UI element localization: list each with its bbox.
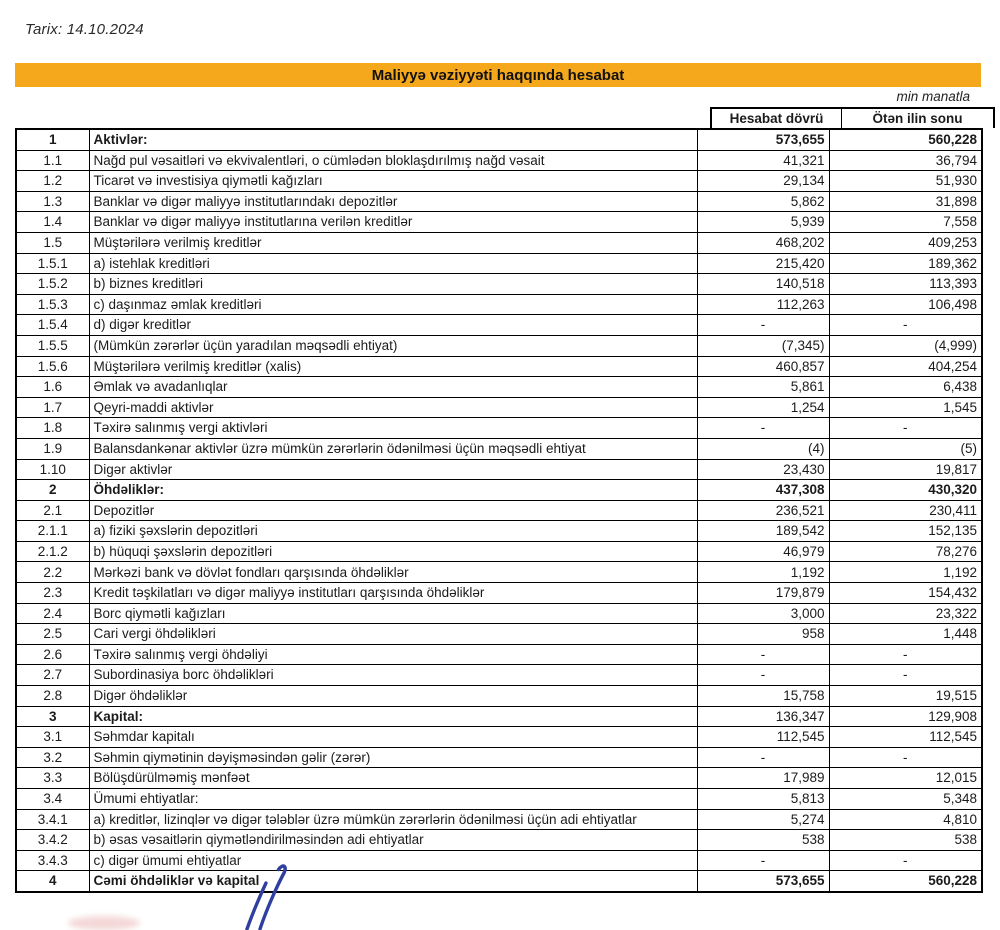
- row-value-prior: 538: [829, 830, 982, 851]
- row-number: 1.5.3: [16, 294, 89, 315]
- report-title: Maliyyə vəziyyəti haqqında hesabat: [371, 66, 625, 84]
- row-number: 3.4.1: [16, 809, 89, 830]
- table-row: [16, 665, 982, 686]
- row-value-prior: 4,810: [829, 809, 982, 830]
- row-value-current: 958: [697, 624, 829, 645]
- row-value-current: -: [697, 747, 829, 768]
- row-value-current: 23,430: [697, 459, 829, 480]
- row-value-current: 1,192: [697, 562, 829, 583]
- row-number: 1.5.5: [16, 335, 89, 356]
- row-number: 1.2: [16, 171, 89, 192]
- table-row: [16, 624, 982, 645]
- row-number: 2.1.2: [16, 541, 89, 562]
- row-value-current: 112,545: [697, 727, 829, 748]
- row-value-current: 5,813: [697, 789, 829, 810]
- row-label: b) biznes kreditləri: [89, 274, 697, 295]
- row-value-current: 5,862: [697, 191, 829, 212]
- row-value-prior: -: [829, 644, 982, 665]
- table-row: [16, 397, 982, 418]
- row-value-prior: 112,545: [829, 727, 982, 748]
- row-value-prior: 51,930: [829, 171, 982, 192]
- row-value-current: 41,321: [697, 150, 829, 171]
- row-label: Qeyri-maddi aktivlər: [89, 397, 697, 418]
- table-row: [16, 212, 982, 233]
- row-value-current: 136,347: [697, 706, 829, 727]
- row-value-current: 538: [697, 830, 829, 851]
- table-row: [16, 480, 982, 501]
- row-value-prior: 19,515: [829, 686, 982, 707]
- row-label: Bölüşdürülməmiş mənfəət: [89, 768, 697, 789]
- table-row: [16, 356, 982, 377]
- row-label: Kapital:: [89, 706, 697, 727]
- row-value-current: 29,134: [697, 171, 829, 192]
- row-value-current: -: [697, 850, 829, 871]
- row-number: 3: [16, 706, 89, 727]
- row-value-current: (7,345): [697, 335, 829, 356]
- row-value-current: 5,274: [697, 809, 829, 830]
- row-number: 3.4.3: [16, 850, 89, 871]
- row-number: 3.4.2: [16, 830, 89, 851]
- row-number: 2.6: [16, 644, 89, 665]
- row-value-current: 189,542: [697, 521, 829, 542]
- row-value-prior: 7,558: [829, 212, 982, 233]
- row-value-prior: 560,228: [829, 871, 982, 892]
- row-label: Depozitlər: [89, 500, 697, 521]
- row-value-prior: 36,794: [829, 150, 982, 171]
- row-number: 2.7: [16, 665, 89, 686]
- row-value-current: -: [697, 418, 829, 439]
- row-value-current: 3,000: [697, 603, 829, 624]
- table-row: [16, 768, 982, 789]
- row-value-prior: (4,999): [829, 335, 982, 356]
- row-label: Əmlak və avadanlıqlar: [89, 377, 697, 398]
- table-row: [16, 830, 982, 851]
- row-value-prior: 129,908: [829, 706, 982, 727]
- row-value-prior: 113,393: [829, 274, 982, 295]
- row-number: 3.4: [16, 789, 89, 810]
- row-label: b) hüquqi şəxslərin depozitləri: [89, 541, 697, 562]
- row-value-prior: 106,498: [829, 294, 982, 315]
- table-row: [16, 253, 982, 274]
- column-header-prior-year-end: Ötən ilin sonu: [842, 107, 995, 128]
- row-value-prior: 31,898: [829, 191, 982, 212]
- row-number: 1.5.1: [16, 253, 89, 274]
- financial-position-table: [15, 128, 983, 893]
- row-value-current: 5,939: [697, 212, 829, 233]
- row-label: Banklar və digər maliyyə institutlarına verilən kreditlər: [89, 212, 697, 233]
- row-label: b) əsas vəsaitlərin qiymətləndirilməsindən adi ehtiyatlar: [89, 830, 697, 851]
- row-value-current: 17,989: [697, 768, 829, 789]
- row-label: Digər öhdəliklər: [89, 686, 697, 707]
- row-value-prior: 560,228: [829, 129, 982, 150]
- table-row: [16, 274, 982, 295]
- table-row: [16, 459, 982, 480]
- row-value-prior: -: [829, 665, 982, 686]
- row-value-current: 573,655: [697, 129, 829, 150]
- row-label: Mərkəzi bank və dövlət fondları qarşısında öhdəliklər: [89, 562, 697, 583]
- row-number: 2.4: [16, 603, 89, 624]
- row-number: 1.5: [16, 232, 89, 253]
- table-row: [16, 850, 982, 871]
- row-value-current: 460,857: [697, 356, 829, 377]
- table-row: [16, 500, 982, 521]
- row-value-current: 46,979: [697, 541, 829, 562]
- row-number: 2.2: [16, 562, 89, 583]
- row-value-current: -: [697, 644, 829, 665]
- report-date: Tarix: 14.10.2024: [25, 21, 144, 38]
- row-number: 1.9: [16, 438, 89, 459]
- row-label: Müştərilərə verilmiş kreditlər (xalis): [89, 356, 697, 377]
- table-row: [16, 377, 982, 398]
- table-row: [16, 747, 982, 768]
- row-value-prior: 230,411: [829, 500, 982, 521]
- row-number: 1.5.2: [16, 274, 89, 295]
- row-label: c) digər ümumi ehtiyatlar: [89, 850, 697, 871]
- row-value-prior: 1,545: [829, 397, 982, 418]
- row-number: 3.3: [16, 768, 89, 789]
- row-number: 4: [16, 871, 89, 892]
- row-value-current: 573,655: [697, 871, 829, 892]
- row-value-prior: -: [829, 747, 982, 768]
- row-value-prior: 6,438: [829, 377, 982, 398]
- row-number: 3.2: [16, 747, 89, 768]
- row-number: 1.5.6: [16, 356, 89, 377]
- table-row: [16, 129, 982, 150]
- row-value-current: 112,263: [697, 294, 829, 315]
- row-value-current: 1,254: [697, 397, 829, 418]
- row-value-prior: 5,348: [829, 789, 982, 810]
- row-value-prior: (5): [829, 438, 982, 459]
- table-row: [16, 171, 982, 192]
- row-value-prior: 152,135: [829, 521, 982, 542]
- table-row: [16, 789, 982, 810]
- row-value-prior: 78,276: [829, 541, 982, 562]
- row-number: 2.1.1: [16, 521, 89, 542]
- table-row: [16, 541, 982, 562]
- row-label: a) istehlak kreditləri: [89, 253, 697, 274]
- row-label: d) digər kreditlər: [89, 315, 697, 336]
- row-label: Digər aktivlər: [89, 459, 697, 480]
- row-label: (Mümkün zərərlər üçün yaradılan məqsədli ehtiyat): [89, 335, 697, 356]
- row-value-current: 5,861: [697, 377, 829, 398]
- row-value-prior: 23,322: [829, 603, 982, 624]
- row-label: Subordinasiya borc öhdəlikləri: [89, 665, 697, 686]
- row-value-prior: 189,362: [829, 253, 982, 274]
- unit-note: min manatla: [896, 89, 970, 104]
- row-number: 2: [16, 480, 89, 501]
- row-value-prior: 19,817: [829, 459, 982, 480]
- row-value-prior: 430,320: [829, 480, 982, 501]
- row-number: 1.4: [16, 212, 89, 233]
- row-value-current: 15,758: [697, 686, 829, 707]
- table-row: [16, 706, 982, 727]
- row-label: Nağd pul vəsaitləri və ekvivalentləri, o cümlədən bloklaşdırılmış nağd vəsait: [89, 150, 697, 171]
- row-label: c) daşınmaz əmlak kreditləri: [89, 294, 697, 315]
- row-label: Borc qiymətli kağızları: [89, 603, 697, 624]
- row-value-prior: -: [829, 315, 982, 336]
- row-number: 1.6: [16, 377, 89, 398]
- table-row: [16, 644, 982, 665]
- row-label: Kredit təşkilatları və digər maliyyə institutları qarşısında öhdəliklər: [89, 583, 697, 604]
- row-value-current: 236,521: [697, 500, 829, 521]
- row-value-current: 437,308: [697, 480, 829, 501]
- row-value-prior: 404,254: [829, 356, 982, 377]
- row-label: Müştərilərə verilmiş kreditlər: [89, 232, 697, 253]
- row-value-current: 140,518: [697, 274, 829, 295]
- table-row: [16, 871, 982, 892]
- row-number: 2.1: [16, 500, 89, 521]
- row-label: Banklar və digər maliyyə institutlarındakı depozitlər: [89, 191, 697, 212]
- table-column-headers: [710, 107, 995, 128]
- column-header-current-period: Hesabat dövrü: [710, 107, 842, 128]
- table-row: [16, 583, 982, 604]
- row-number: 1: [16, 129, 89, 150]
- row-label: a) fiziki şəxslərin depozitləri: [89, 521, 697, 542]
- row-value-prior: 1,448: [829, 624, 982, 645]
- row-value-current: 468,202: [697, 232, 829, 253]
- row-value-prior: 154,432: [829, 583, 982, 604]
- row-label: Öhdəliklər:: [89, 480, 697, 501]
- row-label: Səhmin qiymətinin dəyişməsindən gəlir (zərər): [89, 747, 697, 768]
- table-row: [16, 335, 982, 356]
- table-row: [16, 603, 982, 624]
- report-title-banner: [15, 63, 981, 87]
- row-label: Təxirə salınmış vergi aktivləri: [89, 418, 697, 439]
- row-value-current: -: [697, 315, 829, 336]
- table-row: [16, 686, 982, 707]
- row-label: a) kreditlər, lizinqlər və digər tələblər üzrə mümkün zərərlərin ödənilməsi üçün adi ehtiyatlar: [89, 809, 697, 830]
- row-label: Ümumi ehtiyatlar:: [89, 789, 697, 810]
- table-row: [16, 418, 982, 439]
- row-value-prior: -: [829, 418, 982, 439]
- row-value-current: -: [697, 665, 829, 686]
- row-number: 3.1: [16, 727, 89, 748]
- table-row: [16, 727, 982, 748]
- table-row: [16, 315, 982, 336]
- row-label: Səhmdar kapitalı: [89, 727, 697, 748]
- row-number: 2.3: [16, 583, 89, 604]
- row-number: 2.5: [16, 624, 89, 645]
- row-value-current: 179,879: [697, 583, 829, 604]
- table-row: [16, 562, 982, 583]
- row-number: 1.8: [16, 418, 89, 439]
- row-label: Aktivlər:: [89, 129, 697, 150]
- row-value-prior: 1,192: [829, 562, 982, 583]
- row-number: 1.5.4: [16, 315, 89, 336]
- table-row: [16, 294, 982, 315]
- stamp-smudge: [68, 916, 140, 930]
- row-number: 1.3: [16, 191, 89, 212]
- table-row: [16, 521, 982, 542]
- row-label: Təxirə salınmış vergi öhdəliyi: [89, 644, 697, 665]
- row-value-prior: 409,253: [829, 232, 982, 253]
- table-row: [16, 809, 982, 830]
- row-label: Cari vergi öhdəlikləri: [89, 624, 697, 645]
- row-label: Ticarət və investisiya qiymətli kağızları: [89, 171, 697, 192]
- row-value-current: 215,420: [697, 253, 829, 274]
- table-row: [16, 150, 982, 171]
- row-number: 2.8: [16, 686, 89, 707]
- table-row: [16, 438, 982, 459]
- row-label: Cəmi öhdəliklər və kapital: [89, 871, 697, 892]
- table-row: [16, 191, 982, 212]
- row-value-prior: -: [829, 850, 982, 871]
- table-row: [16, 232, 982, 253]
- row-number: 1.7: [16, 397, 89, 418]
- row-value-prior: 12,015: [829, 768, 982, 789]
- row-label: Balansdankənar aktivlər üzrə mümkün zərərlərin ödənilməsi üçün məqsədli ehtiyat: [89, 438, 697, 459]
- row-number: 1.1: [16, 150, 89, 171]
- row-number: 1.10: [16, 459, 89, 480]
- row-value-current: (4): [697, 438, 829, 459]
